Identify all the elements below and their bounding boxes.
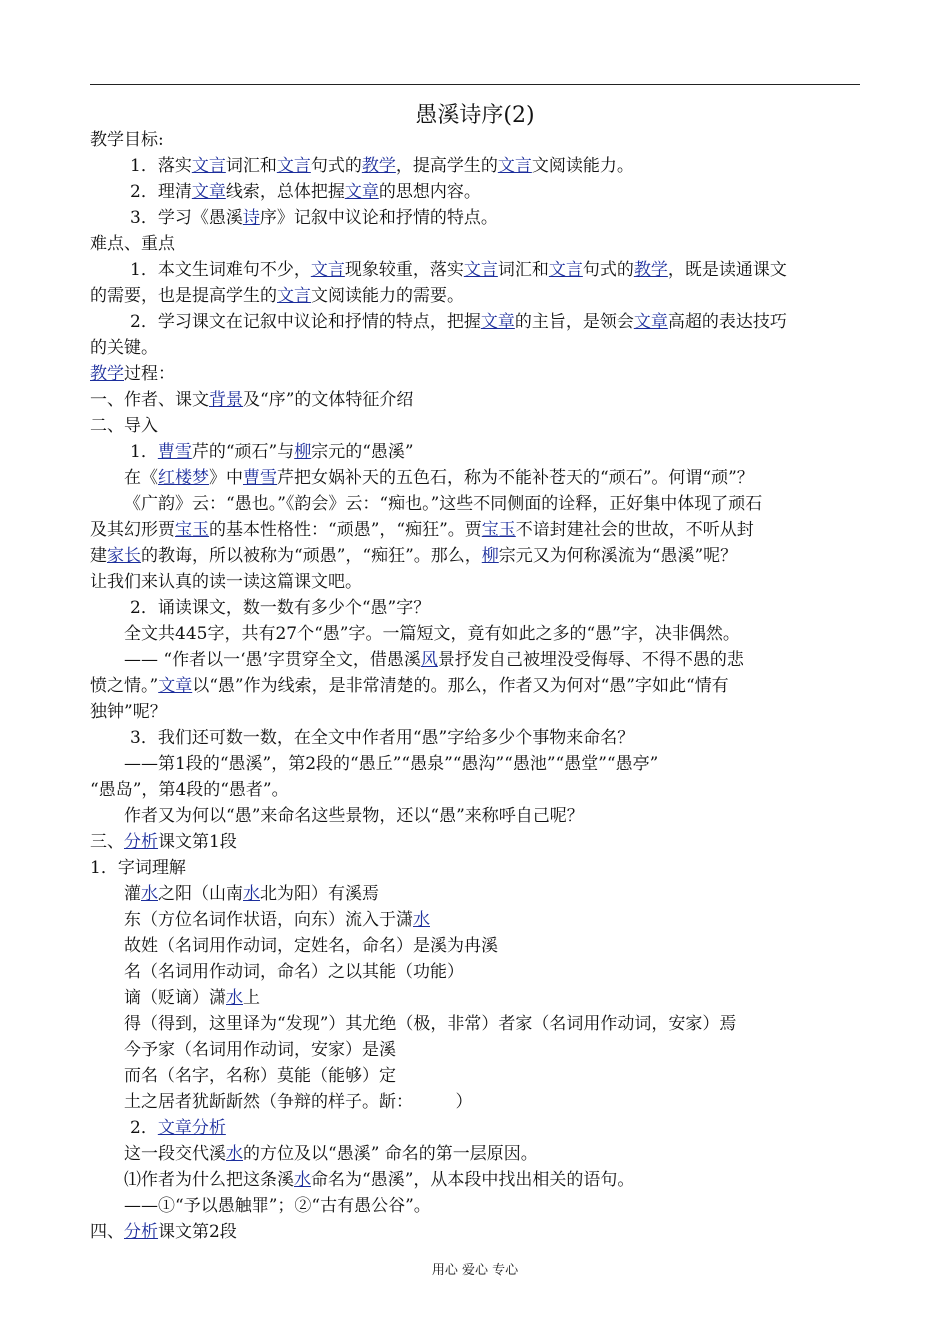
text-line <box>90 1219 870 1245</box>
text-line <box>130 595 910 621</box>
text-line <box>90 283 870 309</box>
keyword-link[interactable]: 文章 <box>158 676 193 696</box>
text-segment: 2．理清 <box>130 182 192 202</box>
text-line <box>124 1063 904 1089</box>
text-segment: 命名为“愚溪”，从本段中找出相关的语句。 <box>311 1170 635 1190</box>
text-line <box>90 777 870 803</box>
text-line <box>124 647 904 673</box>
text-line <box>124 621 904 647</box>
text-segment: ——①“予以愚触罪”；②“古有愚公谷”。 <box>124 1196 431 1216</box>
text-segment: 的方位及以“愚溪” 命名的第一层原因。 <box>243 1144 538 1164</box>
text-segment: 高超的表达技巧 <box>667 312 787 332</box>
text-segment: 难点、重点 <box>90 234 175 254</box>
text-segment: 建 <box>90 546 107 566</box>
text-segment: 独钟”呢？ <box>90 702 167 722</box>
text-line <box>90 543 870 569</box>
keyword-link[interactable]: 水 <box>294 1170 311 1190</box>
text-line <box>124 1037 904 1063</box>
text-line <box>90 699 870 725</box>
text-segment: 名（名词用作动词，命名）之以其能（功能） <box>124 962 464 982</box>
keyword-link[interactable]: 文章 <box>633 312 668 332</box>
keyword-link[interactable]: 诗 <box>242 208 260 228</box>
text-line <box>90 335 870 361</box>
text-segment: 今予家（名词用作动词，安家）是溪 <box>124 1040 396 1060</box>
text-segment: 文阅读能力的需要。 <box>311 286 464 306</box>
keyword-link[interactable]: 柳 <box>294 442 312 462</box>
text-segment: 的思想内容。 <box>378 182 481 202</box>
keyword-link[interactable]: 风 <box>420 650 438 670</box>
text-line <box>90 517 870 543</box>
text-segment: 文阅读能力。 <box>531 156 634 176</box>
text-segment: 2．学习课文在记叙中议论和抒情的特点，把握 <box>130 312 481 332</box>
text-segment: 宗元又为何称溪流为“愚溪”呢？ <box>498 546 738 566</box>
keyword-link[interactable]: 水 <box>141 884 158 904</box>
text-segment: 一、作者、课文 <box>90 390 209 410</box>
keyword-link[interactable]: 家长 <box>107 546 141 566</box>
keyword-link[interactable]: 宝玉 <box>481 520 516 540</box>
text-segment: 的需要，也是提高学生的 <box>90 286 277 306</box>
text-segment: 灌 <box>124 884 141 904</box>
text-line <box>90 855 870 881</box>
text-segment: 2．诵读课文，数一数有多少个“愚”字？ <box>130 598 431 618</box>
text-line <box>90 829 870 855</box>
text-line <box>130 725 910 751</box>
text-segment: 东（方位名词作状语，向东）流入于潇 <box>124 910 413 930</box>
text-segment: 而名（名字，名称）莫能（能够）定 <box>124 1066 396 1086</box>
text-line <box>90 231 870 257</box>
text-segment: 3．学习《愚溪 <box>130 208 243 228</box>
text-segment: 的主旨，是领会 <box>514 312 634 332</box>
text-segment: 3．我们还可数一数，在全文中作者用“愚”字给多少个事物来命名？ <box>130 728 635 748</box>
text-segment: 现象较重，落实 <box>344 260 464 280</box>
text-segment: 不谙封建社会的世故，不听从封 <box>515 520 754 540</box>
keyword-link[interactable]: 教学 <box>90 364 124 384</box>
keyword-link[interactable]: 柳 <box>481 546 499 566</box>
text-line <box>124 1193 904 1219</box>
keyword-link[interactable]: 文言 <box>276 156 311 176</box>
text-segment: 课文第2段 <box>158 1222 237 1242</box>
text-segment: ，既是读通课文 <box>667 260 787 280</box>
keyword-link[interactable]: 水 <box>226 988 243 1008</box>
text-segment: 序》记叙中议论和抒情的特点。 <box>259 208 498 228</box>
keyword-link[interactable]: 水 <box>413 910 430 930</box>
text-segment: 得（得到，这里译为“发现”）其尤绝（极，非常）者家（名词用作动词，安家）焉 <box>124 1014 737 1034</box>
text-segment: 及其幻形贾 <box>90 520 175 540</box>
page-title: 愚溪诗序(2) <box>415 103 535 128</box>
text-segment: 2． <box>130 1118 158 1138</box>
text-segment: 以“愚”作为线索，是非常清楚的。那么，作者又为何对“愚”字如此“情有 <box>192 676 729 696</box>
text-line <box>90 413 870 439</box>
keyword-link[interactable]: 文章 <box>344 182 379 202</box>
text-line <box>124 491 904 517</box>
keyword-link[interactable]: 文章分析 <box>157 1118 226 1138</box>
text-segment: 》中 <box>209 468 243 488</box>
text-segment: 景抒发自己被埋没受侮辱、不得不愚的悲 <box>437 650 744 670</box>
keyword-link[interactable]: 曹雪 <box>243 468 277 488</box>
text-segment: 的关键。 <box>90 338 158 358</box>
keyword-link[interactable]: 文言 <box>463 260 498 280</box>
text-line <box>130 179 910 205</box>
keyword-link[interactable]: 文言 <box>310 260 345 280</box>
text-line <box>124 959 904 985</box>
text-line <box>124 1089 904 1115</box>
text-line <box>124 1141 904 1167</box>
text-segment: 全文共445字，共有27个“愚”字。一篇短文，竟有如此之多的“愚”字，决非偶然。 <box>124 624 740 644</box>
text-line <box>124 933 904 959</box>
text-line <box>130 439 910 465</box>
keyword-link[interactable]: 水 <box>243 884 260 904</box>
text-segment: 1．字词理解 <box>90 858 186 878</box>
text-segment: 故姓（名词用作动词，定姓名，命名）是溪为冉溪 <box>124 936 498 956</box>
text-segment: 之阳（山南 <box>158 884 243 904</box>
text-segment: 宗元的“愚溪” <box>311 442 414 462</box>
keyword-link[interactable]: 分析 <box>124 832 158 852</box>
text-line <box>130 1115 910 1141</box>
keyword-link[interactable]: 教学 <box>361 156 396 176</box>
text-line <box>124 985 904 1011</box>
text-segment: 这一段交代溪 <box>124 1144 226 1164</box>
keyword-link[interactable]: 文章 <box>191 182 226 202</box>
text-segment: ——第1段的“愚溪”，第2段的“愚丘”“愚泉”“愚沟”“愚池”“愚堂”“愚亭” <box>124 754 659 774</box>
keyword-link[interactable]: 文章 <box>480 312 515 332</box>
keyword-link[interactable]: 文言 <box>191 156 226 176</box>
text-segment: 的教诲，所以被称为“顽愚”，“痴狂”。那么， <box>141 546 482 566</box>
text-segment: —— “作者以一‘愚’字贯穿全文，借愚溪 <box>124 650 421 670</box>
text-line <box>124 803 904 829</box>
text-segment: 三、 <box>90 832 124 852</box>
text-line <box>130 257 910 283</box>
text-segment: 词汇和 <box>225 156 277 176</box>
text-segment: 谪（贬谪）潇 <box>124 988 226 1008</box>
text-line <box>130 205 910 231</box>
header-rule <box>90 84 860 85</box>
text-segment: 句式的 <box>310 156 362 176</box>
keyword-link[interactable]: 曹雪 <box>157 442 192 462</box>
text-line <box>90 569 870 595</box>
text-segment: 线索，总体把握 <box>225 182 345 202</box>
text-segment: 及“序”的文体特征介绍 <box>243 390 414 410</box>
text-line <box>90 387 870 413</box>
text-segment: 过程： <box>124 364 175 384</box>
text-line <box>90 361 870 387</box>
text-segment: 让我们来认真的读一读这篇课文吧。 <box>90 572 362 592</box>
keyword-link[interactable]: 教学 <box>633 260 668 280</box>
text-line <box>90 673 870 699</box>
text-segment: 的基本性格性：“顽愚”，“痴狂”。贾 <box>209 520 482 540</box>
keyword-link[interactable]: 文言 <box>497 156 532 176</box>
text-segment: “愚岛”，第4段的“愚者”。 <box>90 780 289 800</box>
text-segment: 土之居者犹龂龂然（争辩的样子。龂： ） <box>124 1092 473 1112</box>
text-segment: 句式的 <box>582 260 634 280</box>
text-line <box>124 751 904 777</box>
text-segment: 课文第1段 <box>158 832 237 852</box>
text-segment: 《广韵》云：“愚也。”《韵会》云：“痴也。”这些不同侧面的诠释，正好集中体现了顽石 <box>124 494 763 514</box>
keyword-link[interactable]: 分析 <box>124 1222 158 1242</box>
text-segment: 词汇和 <box>497 260 549 280</box>
text-line <box>124 1011 904 1037</box>
text-segment: 北为阳）有溪焉 <box>260 884 379 904</box>
page-footer: 用心 爱心 专心 <box>431 1263 519 1278</box>
text-segment: 上 <box>243 988 260 1008</box>
text-segment: 二、导入 <box>90 416 158 436</box>
text-line <box>124 881 904 907</box>
keyword-link[interactable]: 文言 <box>548 260 583 280</box>
text-line <box>90 127 870 153</box>
text-segment: 愤之情。” <box>90 676 159 696</box>
text-segment: 1．落实 <box>130 156 192 176</box>
text-segment: ⑴作者为什么把这条溪 <box>124 1170 294 1190</box>
text-segment: 芹把女娲补天的五色石，称为不能补苍天的“顽石”。何谓“顽”？ <box>277 468 754 488</box>
keyword-link[interactable]: 文言 <box>277 286 311 306</box>
text-line <box>124 907 904 933</box>
keyword-link[interactable]: 背景 <box>209 390 243 410</box>
text-segment: 1．本文生词难句不少， <box>130 260 311 280</box>
text-line <box>130 309 910 335</box>
keyword-link[interactable]: 红楼梦 <box>158 468 209 488</box>
text-segment: 教学目标: <box>90 130 164 150</box>
keyword-link[interactable]: 水 <box>226 1144 243 1164</box>
text-segment: 四、 <box>90 1222 124 1242</box>
text-line <box>124 465 904 491</box>
text-line <box>130 153 910 179</box>
text-segment: 1． <box>130 442 158 462</box>
text-line <box>124 1167 904 1193</box>
text-segment: 芹的“顽石”与 <box>191 442 295 462</box>
text-segment: ，提高学生的 <box>395 156 498 176</box>
text-segment: 在《 <box>124 468 158 488</box>
keyword-link[interactable]: 宝玉 <box>175 520 209 540</box>
text-segment: 作者又为何以“愚”来命名这些景物，还以“愚”来称呼自己呢？ <box>124 806 584 826</box>
